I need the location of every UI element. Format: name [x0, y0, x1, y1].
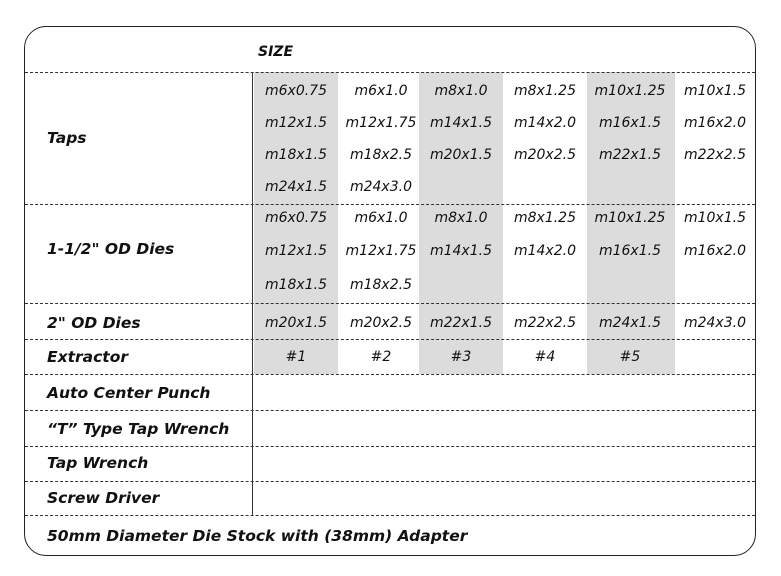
- row-label-taps: Taps: [47, 129, 87, 147]
- size-cell: m22x2.5: [683, 147, 746, 163]
- size-cell: m20x1.5: [264, 315, 327, 331]
- size-chart-card: [24, 26, 756, 556]
- row-divider: [25, 72, 755, 73]
- size-cell: m24x3.0: [683, 315, 746, 331]
- size-cell: m8x1.25: [513, 83, 576, 99]
- row-label-auto-center-punch: Auto Center Punch: [47, 384, 211, 402]
- size-cell: m22x1.5: [598, 147, 661, 163]
- size-cell: m12x1.75: [345, 115, 417, 131]
- row-divider: [25, 374, 755, 375]
- row-divider: [25, 339, 755, 340]
- size-cell: #3: [450, 349, 472, 365]
- column-divider: [252, 72, 253, 515]
- size-cell: m24x1.5: [598, 315, 661, 331]
- size-cell: m6x1.0: [354, 210, 408, 226]
- size-cell: m24x3.0: [349, 179, 412, 195]
- size-cell: m12x1.5: [264, 243, 327, 259]
- size-cell: m18x2.5: [349, 147, 412, 163]
- size-cell: m22x2.5: [513, 315, 576, 331]
- row-label-1-5-od-dies: 1-1/2" OD Dies: [47, 240, 175, 258]
- size-cell: m20x2.5: [349, 315, 412, 331]
- size-cell: m14x2.0: [513, 243, 576, 259]
- size-header: SIZE: [258, 44, 294, 60]
- size-cell: m10x1.25: [594, 210, 666, 226]
- size-cell: m10x1.5: [683, 210, 746, 226]
- size-cell: m6x1.0: [354, 83, 408, 99]
- size-cell: m6x0.75: [264, 210, 327, 226]
- row-label-tap-wrench: Tap Wrench: [47, 454, 149, 472]
- row-label-t-type-tap-wrench: “T” Type Tap Wrench: [47, 420, 230, 438]
- row-divider: [25, 303, 755, 304]
- row-divider: [25, 481, 755, 482]
- footer-note: 50mm Diameter Die Stock with (38mm) Adapter: [47, 527, 468, 545]
- size-cell: m10x1.25: [594, 83, 666, 99]
- size-cell: m14x1.5: [429, 115, 492, 131]
- size-cell: m20x2.5: [513, 147, 576, 163]
- row-label-screw-driver: Screw Driver: [47, 489, 160, 507]
- size-cell: m18x1.5: [264, 147, 327, 163]
- size-cell: m22x1.5: [429, 315, 492, 331]
- row-divider: [25, 204, 755, 205]
- size-cell: m16x2.0: [683, 115, 746, 131]
- size-cell: m20x1.5: [429, 147, 492, 163]
- row-divider: [25, 446, 755, 447]
- row-divider: [25, 410, 755, 411]
- size-cell: m6x0.75: [264, 83, 327, 99]
- size-cell: m14x1.5: [429, 243, 492, 259]
- size-cell: #1: [285, 349, 307, 365]
- size-cell: m18x2.5: [349, 277, 412, 293]
- size-cell: m18x1.5: [264, 277, 327, 293]
- size-cell: m8x1.0: [434, 83, 488, 99]
- size-cell: m8x1.0: [434, 210, 488, 226]
- row-label-2-od-dies: 2" OD Dies: [47, 314, 141, 332]
- size-cell: m8x1.25: [513, 210, 576, 226]
- size-cell: m16x1.5: [598, 243, 661, 259]
- row-label-extractor: Extractor: [47, 348, 128, 366]
- size-cell: m10x1.5: [683, 83, 746, 99]
- size-cell: m14x2.0: [513, 115, 576, 131]
- row-divider: [25, 515, 755, 516]
- size-cell: m16x1.5: [598, 115, 661, 131]
- size-cell: #5: [619, 349, 641, 365]
- size-cell: m12x1.5: [264, 115, 327, 131]
- size-cell: #4: [534, 349, 556, 365]
- size-cell: #2: [370, 349, 392, 365]
- size-cell: m12x1.75: [345, 243, 417, 259]
- size-cell: m24x1.5: [264, 179, 327, 195]
- size-cell: m16x2.0: [683, 243, 746, 259]
